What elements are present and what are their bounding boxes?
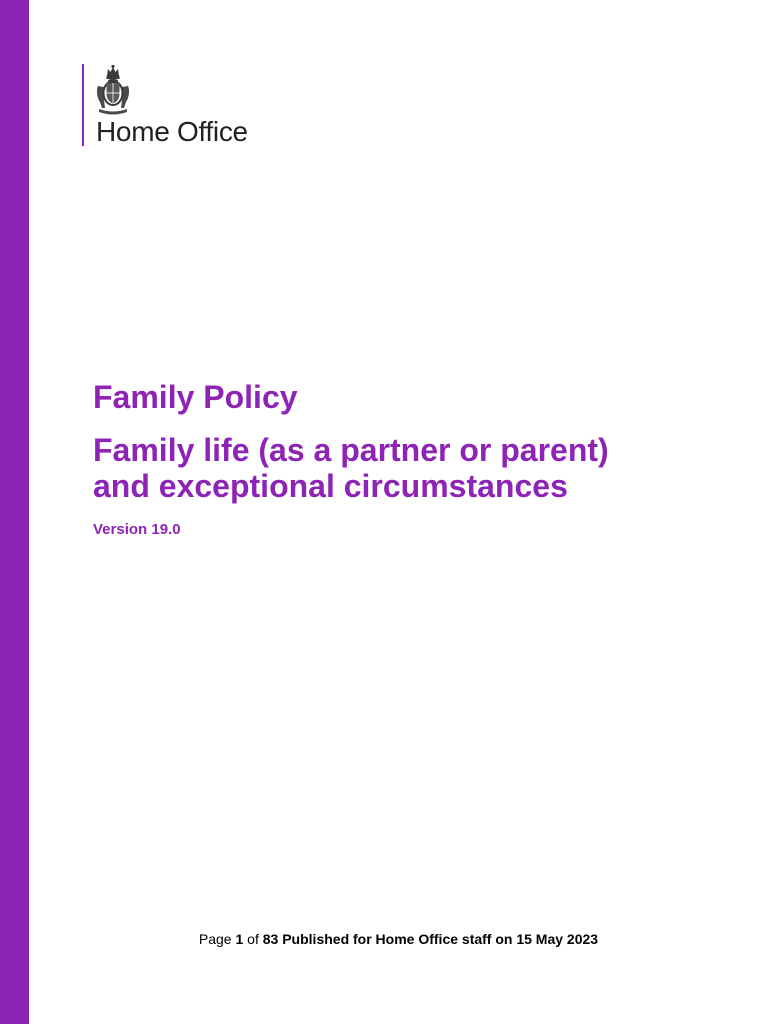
document-title: [93, 432, 713, 504]
footer-page-number: 1: [235, 931, 244, 947]
royal-crest-icon: [95, 64, 131, 118]
document-title-line-1: Family life (as a partner or parent): [93, 432, 609, 468]
series-title: Family Policy: [93, 379, 298, 415]
page-footer: [0, 930, 768, 948]
logo-divider-rule: [82, 64, 84, 146]
department-name: Home Office: [96, 116, 248, 147]
document-title-line-2: and exceptional circumstances: [93, 468, 568, 504]
footer-page-total: 83: [262, 931, 279, 947]
footer-published-text: Published for Home Office staff on 15 May 2023: [282, 931, 599, 947]
version-label: Version 19.0: [93, 521, 181, 538]
side-color-band: [0, 0, 29, 1024]
footer-of-word: of: [247, 931, 259, 947]
footer-page-word: Page: [198, 931, 232, 947]
